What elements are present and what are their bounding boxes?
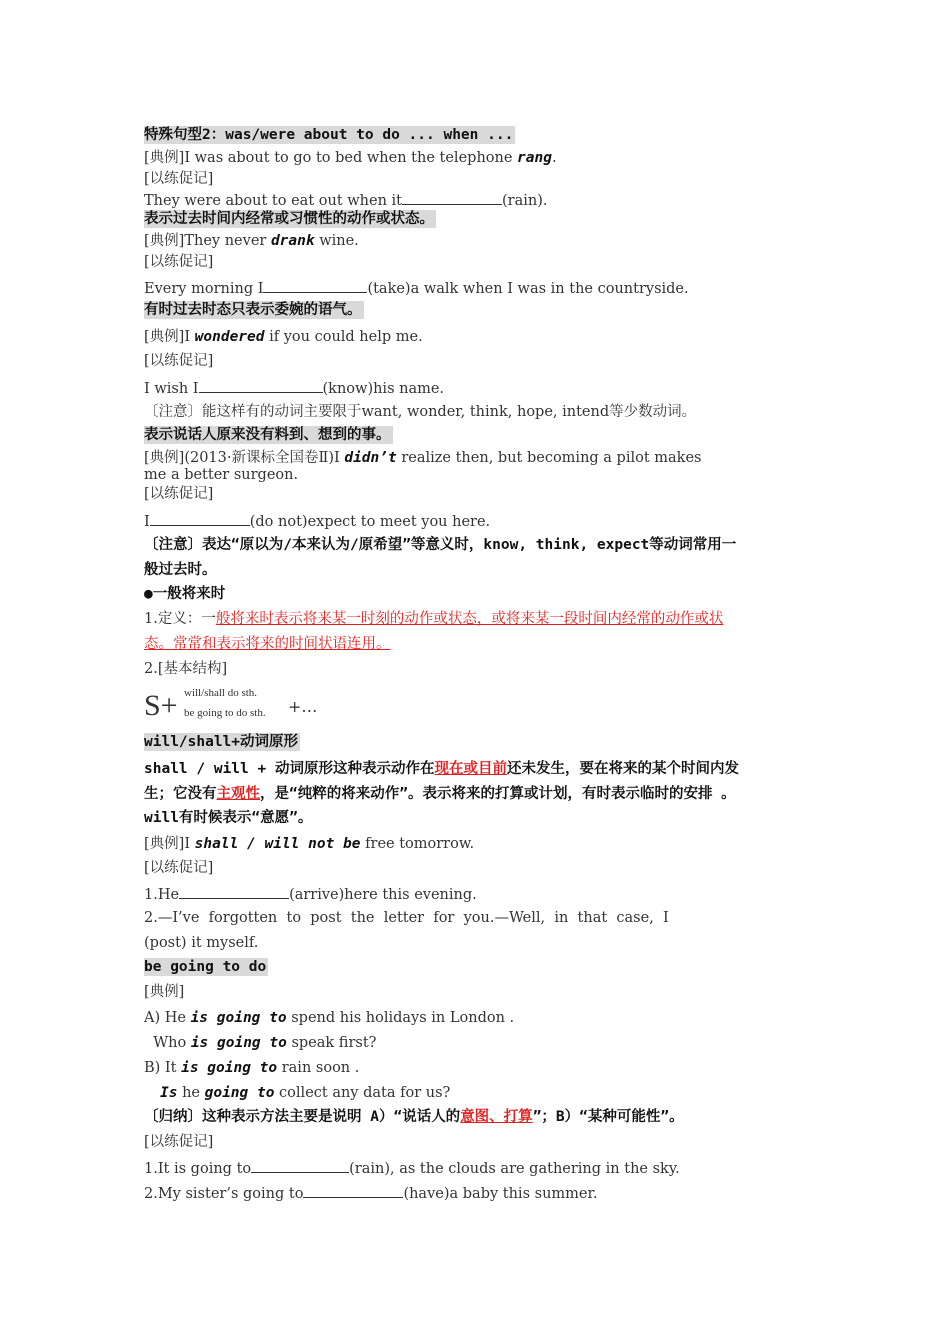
exercise-line: 2.My sister’s going to (have)a baby this summer. xyxy=(144,1183,597,1203)
formula-subject: S+ xyxy=(144,689,178,722)
heading-unexpected: 表示说话人原来没有料到、想到的事。 xyxy=(144,427,391,443)
exercise-line: 1.It is going to (rain), as the clouds are gathering in the sky. xyxy=(144,1158,680,1178)
practice-label: [以练促记] xyxy=(144,353,214,369)
practice-label: [以练促记] xyxy=(144,171,214,187)
example-a: A) He is going to spend his holidays in London . xyxy=(144,1010,515,1026)
note-line: 〔注意〕能这样有的动词主要限于want, wonder, think, hope, intend等少数动词。 xyxy=(144,404,697,420)
heading-past-habit: 表示过去时间内经常或习惯性的动作或状态。 xyxy=(144,211,434,227)
heading-will-shall: will/shall+动词原形 xyxy=(144,734,299,750)
exercise-line: I (do not)expect to meet you here. xyxy=(144,511,490,531)
practice-label: [以练促记] xyxy=(144,1134,214,1150)
exercise-line: They were about to eat out when it (rain). xyxy=(144,190,548,210)
explanation-line: will有时候表示“意愿”。 xyxy=(144,810,313,826)
practice-label: [以练促记] xyxy=(144,486,214,502)
formula-option-will: will/shall do sth. xyxy=(184,687,258,699)
definition-line-cont: 态。常常和表示将来的时间状语连用。 xyxy=(144,636,391,652)
example-line: [典例]They never drank wine. xyxy=(144,233,359,249)
answer-blank[interactable] xyxy=(263,278,367,293)
exercise-line: I wish I (know)his name. xyxy=(144,378,444,398)
answer-blank[interactable] xyxy=(402,190,502,205)
exercise-line: Every morning I (take)a walk when I was in the countryside. xyxy=(144,278,689,298)
structure-label: 2.[基本结构] xyxy=(144,661,228,677)
note-bold: 〔注意〕表达“原以为/本来认为/原希望”等意义时，know, think, expect等动词常用一 xyxy=(144,537,737,553)
example-a2: Who is going to speak first? xyxy=(144,1035,377,1051)
summary-line: 〔归纳〕这种表示方法主要是说明 A）“说话人的意图、打算”；B）“某种可能性”。 xyxy=(144,1109,684,1125)
heading-be-going-to: be going to do xyxy=(144,959,267,975)
answer-blank[interactable] xyxy=(150,511,250,526)
example-line-cont: me a better surgeon. xyxy=(144,467,299,483)
heading-polite-tone: 有时过去时态只表示委婉的语气。 xyxy=(144,302,362,318)
example-b2: Is he going to collect any data for us? xyxy=(160,1085,451,1101)
exercise-line-cont: (post) it myself. xyxy=(144,935,259,951)
note-bold-cont: 般过去时。 xyxy=(144,562,217,578)
example-line: [典例]I wondered if you could help me. xyxy=(144,329,423,345)
explanation-line: shall / will + 动词原形这种表示动作在现在或目前还未发生，要在将来的某个时间内发 xyxy=(144,761,739,777)
heading-special-pattern: 特殊句型2：was/were about to do ... when ... xyxy=(144,127,514,143)
definition-line: 1.定义：一般将来时表示将来某一时刻的动作或状态，或将来某一段时间内经常的动作或状 xyxy=(144,611,724,627)
exercise-line: 1.He (arrive)here this evening. xyxy=(144,884,477,904)
explanation-line: 生；它没有主观性，是“纯粹的将来动作”。表示将来的打算或计划，有时表示临时的安排 。 xyxy=(144,786,736,802)
example-line: [典例]I was about to go to bed when the telephone rang. xyxy=(144,150,557,166)
formula-option-going: be going to do sth. xyxy=(184,707,266,719)
example-b: B) It is going to rain soon . xyxy=(144,1060,360,1076)
example-line: [典例]I shall / will not be free tomorrow. xyxy=(144,836,475,852)
answer-blank[interactable] xyxy=(179,884,289,899)
practice-label: [以练促记] xyxy=(144,860,214,876)
answer-blank[interactable] xyxy=(251,1158,349,1173)
example-line: [典例](2013·新课标全国卷Ⅱ)I didn’t realize then, but becoming a pilot makes xyxy=(144,450,702,466)
practice-label: [以练促记] xyxy=(144,254,214,270)
exercise-line: 2.—I’ve forgotten to post the letter for you.—Well, in that case, I xyxy=(144,910,669,926)
formula-tail: +… xyxy=(288,697,318,716)
example-label: [典例] xyxy=(144,984,185,1000)
answer-blank[interactable] xyxy=(199,378,323,393)
answer-blank[interactable] xyxy=(303,1183,403,1198)
section-title-future: ●一般将来时 xyxy=(144,586,226,602)
